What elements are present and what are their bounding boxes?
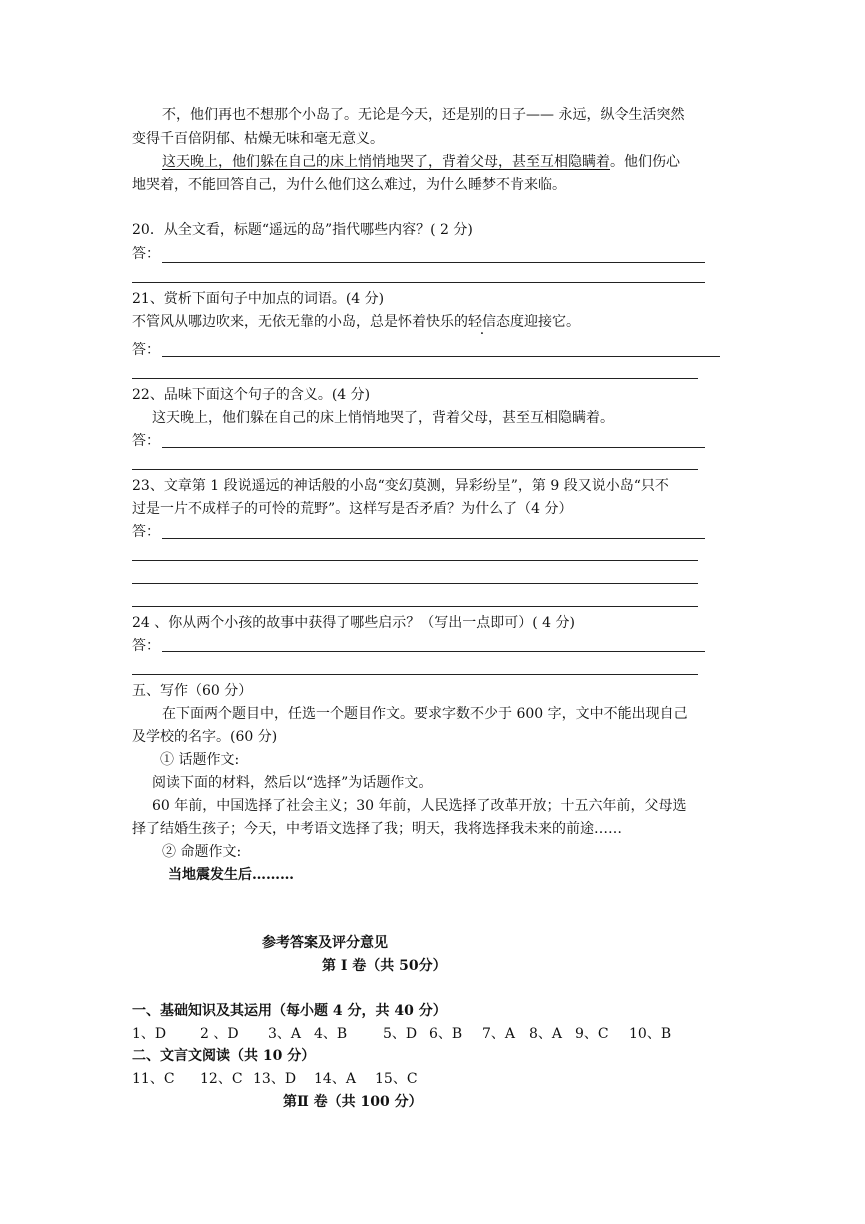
writing-material: 60 年前，中国选择了社会主义；30 年前，人民选择了改革开放；十五六年前，父母选 bbox=[152, 798, 687, 814]
answer-item: 13、D bbox=[253, 1071, 297, 1087]
answer-label: 答： bbox=[132, 342, 160, 358]
question-22-sentence: 这天晚上，他们躲在自己的床上悄悄地哭了，背着父母，甚至互相隐瞒着。 bbox=[152, 410, 614, 426]
section-heading: 一、基础知识及其运用（每小题 4 分，共 40 分） bbox=[132, 1003, 447, 1019]
answer-line[interactable] bbox=[162, 356, 720, 357]
answer-item: 2 、D bbox=[200, 1026, 239, 1042]
sentence-text: 不管风从哪边吹来，无依无靠的小岛，总是怀着快乐的 bbox=[132, 314, 468, 330]
question-22: 22、品味下面这个句子的含义。(4 分) bbox=[132, 387, 371, 403]
answer-line[interactable] bbox=[162, 538, 705, 539]
essay-title: 当地震发生后……… bbox=[168, 867, 294, 883]
answers-title: 参考答案及评分意见 bbox=[262, 935, 388, 951]
question-21-sentence bbox=[132, 313, 580, 331]
question-20: 20．从全文看，标题“遥远的岛”指代哪些内容？( 2 分) bbox=[132, 222, 473, 238]
question-21: 21、赏析下面句子中加点的词语。(4 分) bbox=[132, 291, 385, 307]
passage-line: 地哭着，不能回答自己，为什么他们这么难过，为什么睡梦不肯来临。 bbox=[132, 177, 566, 193]
answer-line[interactable] bbox=[132, 469, 698, 470]
section-heading: 二、文言文阅读（共 10 分） bbox=[132, 1048, 316, 1064]
answer-item: 1、D bbox=[132, 1026, 167, 1042]
answer-line[interactable] bbox=[162, 262, 705, 263]
answer-line[interactable] bbox=[132, 378, 698, 379]
answer-line[interactable] bbox=[132, 606, 698, 607]
answer-label: 答： bbox=[132, 433, 160, 449]
answer-label: 答： bbox=[132, 246, 160, 262]
answer-label: 答： bbox=[132, 638, 160, 654]
sentence-text: 态度迎接它。 bbox=[496, 314, 580, 330]
writing-instruction: 阅读下面的材料，然后以“选择”为话题作文。 bbox=[152, 775, 433, 791]
dotted-words: 轻信 bbox=[468, 314, 496, 330]
question-23: 23、文章第 1 段说遥远的神话般的小岛“变幻莫测，异彩纷呈”，第 9 段又说小岛“只不 bbox=[132, 478, 669, 494]
answer-item: 7、A bbox=[482, 1026, 516, 1042]
writing-option: ① 话题作文: bbox=[160, 752, 240, 768]
volume-heading: 第 I 卷（共 50分） bbox=[322, 958, 447, 974]
answer-item: 11、C bbox=[132, 1071, 175, 1087]
answer-item: 15、C bbox=[375, 1071, 418, 1087]
answer-item: 5、D bbox=[383, 1026, 418, 1042]
writing-option: ② 命题作文: bbox=[162, 844, 242, 860]
writing-material: 择了结婚生孩子；今天，中考语文选择了我；明天，我将选择我未来的前途…… bbox=[132, 821, 622, 837]
answer-item: 4、B bbox=[314, 1026, 348, 1042]
answer-item: 3、A bbox=[268, 1026, 302, 1042]
answer-line[interactable] bbox=[132, 560, 698, 561]
answer-item: 12、C bbox=[200, 1071, 243, 1087]
passage-text: 。他们伤心 bbox=[610, 154, 680, 170]
answer-line[interactable] bbox=[162, 447, 705, 448]
answer-line[interactable] bbox=[162, 651, 705, 652]
passage-line: 不，他们再也不想那个小岛了。无论是今天，还是别的日子—— 永远，纵令生活突然 bbox=[162, 107, 685, 123]
answer-label: 答： bbox=[132, 524, 160, 540]
question-24: 24 、你从两个小孩的故事中获得了哪些启示？（写出一点即可）( 4 分) bbox=[132, 615, 575, 631]
volume-heading: 第Ⅱ 卷（共 100 分） bbox=[283, 1094, 423, 1110]
answer-item: 14、A bbox=[314, 1071, 356, 1087]
passage-line bbox=[162, 153, 680, 171]
answer-item: 6、B bbox=[429, 1026, 463, 1042]
section-heading: 五、写作（60 分） bbox=[132, 683, 253, 699]
answer-item: 10、B bbox=[629, 1026, 672, 1042]
question-23: 过是一片不成样子的可怜的荒野”。这样写是否矛盾？为什么了（4 分） bbox=[132, 501, 573, 517]
underlined-sentence: 这天晚上，他们躲在自己的床上悄悄地哭了，背着父母，甚至互相隐瞒着 bbox=[162, 154, 610, 170]
answer-line[interactable] bbox=[132, 583, 698, 584]
passage-line: 变得千百倍阴郁、枯燥无味和毫无意义。 bbox=[132, 131, 384, 147]
answer-line[interactable] bbox=[132, 674, 698, 675]
answer-item: 8、A bbox=[529, 1026, 563, 1042]
writing-intro: 在下面两个题目中，任选一个题目作文。要求字数不少于 600 字，文中不能出现自己 bbox=[162, 706, 688, 722]
answer-line[interactable] bbox=[132, 282, 705, 283]
answer-item: 9、C bbox=[575, 1026, 609, 1042]
writing-intro: 及学校的名字。(60 分) bbox=[132, 729, 278, 745]
